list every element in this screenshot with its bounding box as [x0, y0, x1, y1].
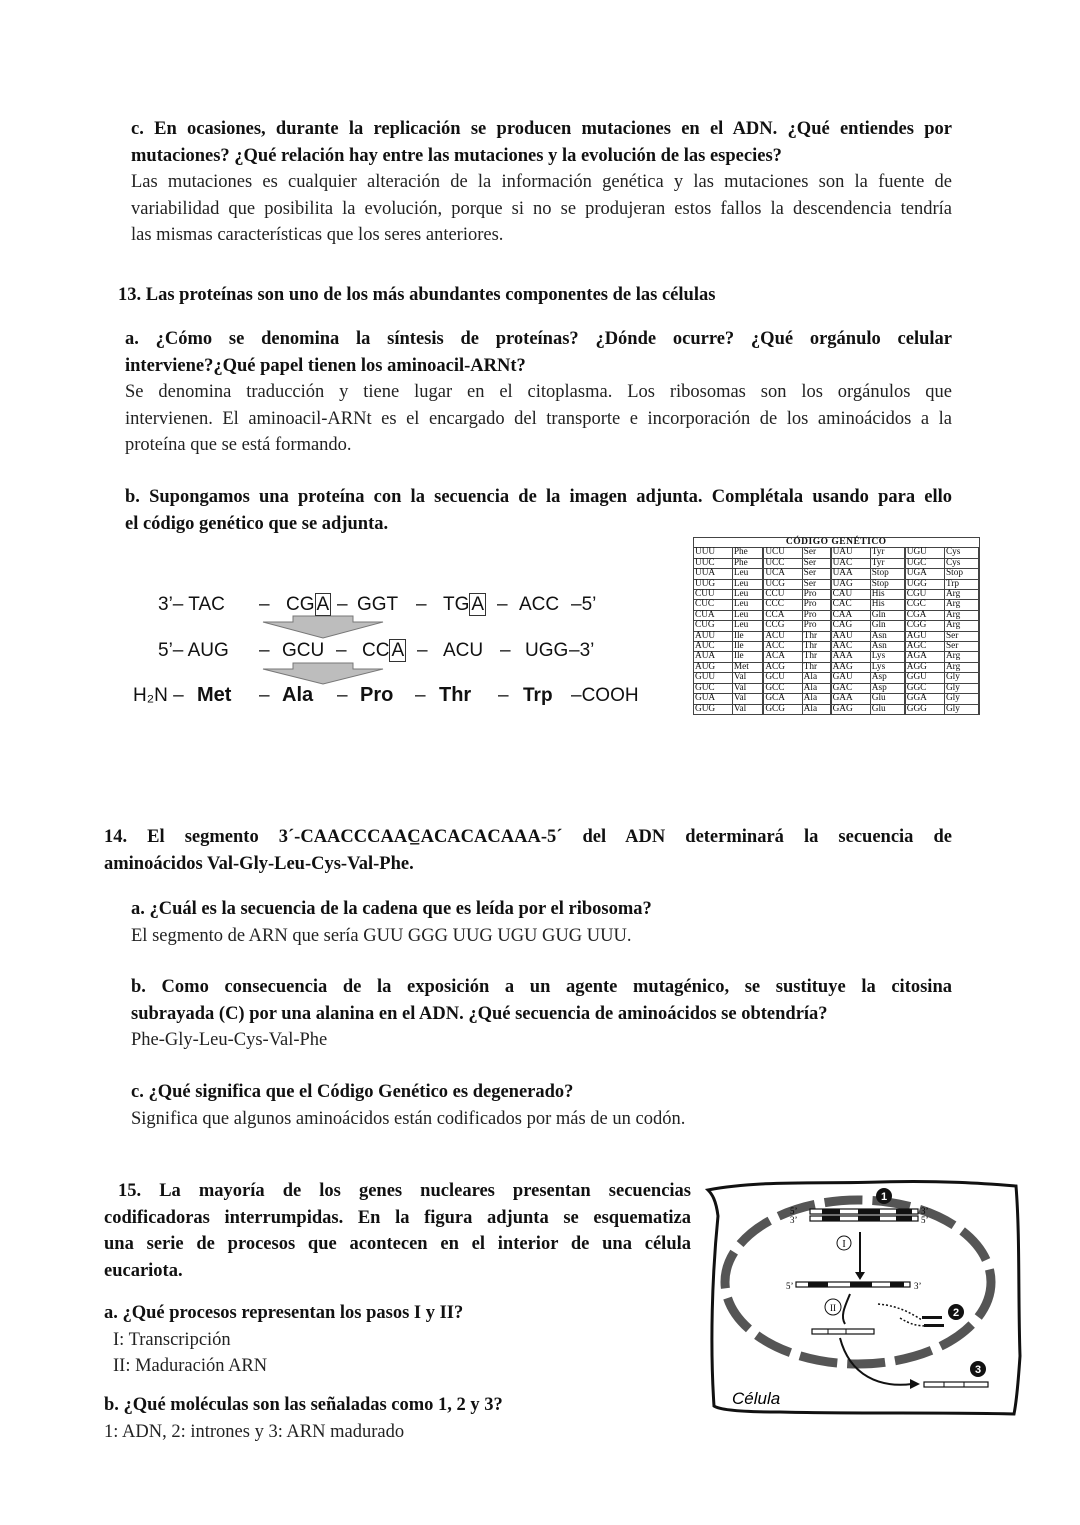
label-5-premrna: 5’ [786, 1281, 794, 1291]
genetic-code-row [694, 548, 980, 558]
amino-acid-cell: Ile [732, 652, 763, 662]
dna-codon-4-boxed: A [471, 594, 485, 615]
codon-cell: CGG [905, 621, 945, 631]
q14a-block [131, 896, 652, 949]
q15b-question: b. ¿Qué moléculas son las señaladas como 1, 2 y 3? [104, 1395, 503, 1415]
marker-2-label: 2 [952, 1307, 960, 1319]
q12c-block [131, 116, 952, 249]
amino-acid-cell: His [870, 600, 905, 610]
q13b-block [125, 484, 952, 537]
codon-cell: UGC [905, 558, 945, 568]
dash: – [497, 594, 508, 615]
q12c-answer-line2: variabilidad que posibilita la evolución, porque si no se produjeran estos fallos la descendencia tendría [131, 198, 952, 219]
amino-acid-cell: Leu [732, 600, 763, 610]
amino-acid-cell: Val [732, 673, 763, 683]
codon-cell: UCA [763, 569, 802, 579]
q15a-answer-line1: I: Transcripción [113, 1329, 231, 1350]
q13b-question-line2: el código genético que se adjunta. [125, 513, 389, 534]
label-5-right: 5’ [921, 1215, 929, 1225]
q14-title-line2: aminoácidos Val-Gly-Leu-Cys-Val-Phe. [104, 853, 414, 874]
q12c-question-line2: mutaciones? ¿Qué relación hay entre las mutaciones y la evolución de las especies? [131, 145, 782, 166]
q12c-answer-line1: Las mutaciones es cualquier alteración de la información genética y las mutaciones son la fuente de [131, 172, 952, 192]
codon-cell: GGG [905, 704, 945, 714]
codon-cell: CGC [905, 600, 945, 610]
rna-codon-3-text: CC [362, 640, 390, 661]
codon-cell: GUG [694, 704, 733, 714]
genetic-code-row [694, 569, 980, 579]
codon-cell: AUC [694, 642, 733, 652]
cell-diagram-svg [700, 1176, 1030, 1426]
q13a-question-line1: a. ¿Cómo se denomina la síntesis de proteínas? ¿Dónde ocurre? ¿Qué orgánulo celular [125, 329, 952, 349]
codon-cell: CUG [694, 621, 733, 631]
amino-acid-cell: Arg [944, 652, 979, 662]
aa-2: Ala [282, 684, 314, 706]
dna-start: 3’– TAC [158, 594, 225, 615]
amino-acid-cell: Val [732, 683, 763, 693]
amino-acid-cell: Gly [944, 683, 979, 693]
codon-cell: AAU [831, 631, 871, 641]
q14b-question-line1: b. Como consecuencia de la exposición a un agente mutagénico, se sustituye la citosina [131, 977, 952, 997]
codon-cell: CCG [763, 621, 802, 631]
genetic-code-row [694, 558, 980, 568]
q13a-answer-line1: Se denomina traducción y tiene lugar en el citoplasma. Los ribosomas son los orgánulos que [125, 382, 952, 402]
dna-codon-4-text: TG [443, 594, 470, 615]
amino-acid-cell: Thr [802, 662, 830, 672]
protein-end: –COOH [571, 685, 639, 706]
intron-arrow [878, 1304, 922, 1320]
q14b-answer: Phe-Gly-Leu-Cys-Val-Phe [131, 1030, 328, 1050]
amino-acid-cell: Pro [802, 600, 830, 610]
amino-acid-cell: Leu [732, 590, 763, 600]
q15-title-line3: una serie de procesos que acontecen en el interior de una célula [104, 1234, 691, 1254]
rna-codon-3 [362, 640, 406, 662]
codon-cell: CAC [831, 600, 871, 610]
q13-title: 13. Las proteínas son uno de los más abundantes componentes de las células [118, 285, 716, 305]
protein-start: H₂N – [133, 685, 184, 706]
q15-title [104, 1178, 691, 1284]
aa-1: Met [197, 684, 232, 706]
amino-acid-cell: Asp [870, 683, 905, 693]
q15a-block [104, 1300, 463, 1380]
rna-start: 5’– AUG [158, 640, 229, 661]
q15-title-line1: 15. La mayoría de los genes nucleares presentan secuencias [118, 1181, 691, 1201]
amino-acid-cell: Thr [802, 652, 830, 662]
arrow-dna-to-rna [263, 616, 383, 638]
amino-acid-cell: Ser [802, 548, 830, 558]
amino-acid-cell: Glu [870, 704, 905, 714]
label-3-premrna: 3’ [914, 1281, 922, 1291]
codon-cell: ACU [763, 631, 802, 641]
amino-acid-cell: Arg [944, 590, 979, 600]
label-3-right: 3’ [921, 1206, 929, 1216]
amino-acid-cell: Leu [732, 621, 763, 631]
rna-codon-4: ACU [443, 640, 484, 661]
codon-cell: AGU [905, 631, 945, 641]
codon-cell: AUG [694, 662, 733, 672]
codon-cell: UCG [763, 579, 802, 589]
codon-cell: CAU [831, 590, 871, 600]
arrow-splicing [843, 1294, 850, 1324]
q15-title-line4: eucariota. [104, 1260, 183, 1281]
dash: – [337, 685, 348, 706]
codon-cell: GCG [763, 704, 802, 714]
dna-codon-2 [286, 594, 331, 616]
codon-cell: ACC [763, 642, 802, 652]
codon-cell: CAA [831, 610, 871, 620]
q13a-block [125, 326, 952, 459]
rna-codon-3-boxed: A [391, 640, 405, 661]
amino-acid-cell: His [870, 590, 905, 600]
dash: – [500, 640, 511, 661]
marker-1-label: 1 [880, 1191, 888, 1203]
q13b-question-line1: b. Supongamos una proteína con la secuencia de la imagen adjunta. Complétala usando para ello [125, 487, 952, 507]
amino-acid-cell: Val [732, 694, 763, 704]
q14-title [104, 824, 952, 877]
amino-acid-cell: Val [732, 704, 763, 714]
codon-cell: GUC [694, 683, 733, 693]
codon-cell: ACG [763, 662, 802, 672]
codon-cell: CUC [694, 600, 733, 610]
genetic-code-row [694, 683, 980, 693]
q14c-question: c. ¿Qué significa que el Código Genético es degenerado? [131, 1082, 574, 1102]
cell-label: Célula [732, 1389, 781, 1408]
codon-cell: GCC [763, 683, 802, 693]
codon-cell: CUA [694, 610, 733, 620]
label-3-top: 3’ [790, 1215, 798, 1225]
genetic-code-row [694, 673, 980, 683]
genetic-code-row [694, 579, 980, 589]
genetic-code-row [694, 694, 980, 704]
dash: – [259, 594, 270, 615]
genetic-code-table [693, 537, 980, 774]
amino-acid-cell: Cys [944, 548, 979, 558]
amino-acid-cell: Ser [802, 569, 830, 579]
amino-acid-cell: Gln [870, 621, 905, 631]
dna-codon-5: ACC [519, 594, 560, 615]
amino-acid-cell: Thr [802, 631, 830, 641]
amino-acid-cell: Pro [802, 621, 830, 631]
amino-acid-cell: Gly [944, 694, 979, 704]
codon-cell: AUA [694, 652, 733, 662]
amino-acid-cell: Arg [944, 662, 979, 672]
q14b-block [131, 974, 952, 1054]
codon-cell: UGU [905, 548, 945, 558]
codon-cell: GGU [905, 673, 945, 683]
codon-cell: AAG [831, 662, 871, 672]
amino-acid-cell: Leu [732, 610, 763, 620]
amino-acid-cell: Asp [870, 673, 905, 683]
q15b-answer: 1: ADN, 2: intrones y 3: ARN madurado [104, 1421, 405, 1442]
q14c-answer: Significa que algunos aminoácidos están codificados por más de un codón. [131, 1108, 686, 1129]
sequence-figure [125, 582, 665, 722]
q14-title-line1: 14. El segmento 3´-CAACCCAAC̲ACACACAAA-5´ del ADN determinará la secuencia de [104, 827, 952, 847]
codon-cell: UGA [905, 569, 945, 579]
codon-cell: CCA [763, 610, 802, 620]
q14b-question-line2: subrayada (C) por una alanina en el ADN. ¿Qué secuencia de aminoácidos se obtendría? [131, 1003, 828, 1024]
codon-cell: CGA [905, 610, 945, 620]
amino-acid-cell: Ala [802, 683, 830, 693]
genetic-code-title: CÓDIGO GENÉTICO [694, 538, 980, 548]
amino-acid-cell: Gly [944, 673, 979, 683]
codon-cell: CCC [763, 600, 802, 610]
dash: – [417, 640, 428, 661]
codon-cell: CCU [763, 590, 802, 600]
codon-cell: GAG [831, 704, 871, 714]
amino-acid-cell: Pro [802, 610, 830, 620]
q13a-question-line2: interviene?¿Qué papel tienen los aminoacil-ARNt? [125, 355, 526, 376]
genetic-code-row [694, 590, 980, 600]
codon-cell: GCA [763, 694, 802, 704]
codon-cell: UUC [694, 558, 733, 568]
amino-acid-cell: Stop [870, 579, 905, 589]
dash: – [337, 594, 348, 615]
codon-cell: UAA [831, 569, 871, 579]
label-5-top: 5’ [790, 1206, 798, 1216]
dash: – [498, 685, 509, 706]
amino-acid-cell: Lys [870, 652, 905, 662]
amino-acid-cell: Ser [802, 579, 830, 589]
amino-acid-cell: Gln [870, 610, 905, 620]
amino-acid-cell: Ile [732, 631, 763, 641]
q12c-answer-line3: las mismas características que los seres anteriores. [131, 225, 504, 245]
q14c-block [131, 1079, 685, 1132]
amino-acid-cell: Thr [802, 642, 830, 652]
amino-acid-cell: Ile [732, 642, 763, 652]
codon-cell: AGC [905, 642, 945, 652]
codon-cell: GUA [694, 694, 733, 704]
amino-acid-cell: Gly [944, 704, 979, 714]
amino-acid-cell: Asn [870, 631, 905, 641]
dna-codon-4 [443, 594, 486, 616]
amino-acid-cell: Leu [732, 579, 763, 589]
genetic-code-row [694, 631, 980, 641]
genetic-code-row [694, 662, 980, 672]
q15a-answer-line2: II: Maduración ARN [113, 1356, 268, 1376]
amino-acid-cell: Tyr [870, 548, 905, 558]
codon-cell: AAC [831, 642, 871, 652]
q12c-question-line1: c. En ocasiones, durante la replicación se producen mutaciones en el ADN. ¿Qué entiendes por [131, 119, 952, 139]
codon-cell: GAC [831, 683, 871, 693]
dash: – [415, 685, 426, 706]
amino-acid-cell: Pro [802, 590, 830, 600]
step-I-label: I [842, 1239, 846, 1250]
q15a-question: a. ¿Qué procesos representan los pasos I y II? [104, 1303, 464, 1323]
codon-cell: UUU [694, 548, 733, 558]
mature-mrna-cytoplasm [924, 1382, 988, 1387]
amino-acid-cell: Glu [870, 694, 905, 704]
codon-cell: UAG [831, 579, 871, 589]
dash: – [259, 640, 270, 661]
q13a-answer-line2: intervienen. El aminoacil-ARNt es el encargado del transporte e incorporación de los aminoácidos a la [125, 408, 952, 429]
cell-diagram [700, 1176, 1030, 1426]
genetic-code-row [694, 610, 980, 620]
codon-cell: UUA [694, 569, 733, 579]
genetic-code-row [694, 600, 980, 610]
codon-cell: CGU [905, 590, 945, 600]
arrow-transcription-head [855, 1272, 865, 1280]
dash: – [259, 685, 270, 706]
dash: – [336, 640, 347, 661]
dna-codon-2-text: CG [286, 594, 315, 615]
dna-codon-3: GGT [357, 594, 399, 615]
aa-5: Trp [523, 685, 553, 706]
amino-acid-cell: Asn [870, 642, 905, 652]
arrow-rna-to-protein [263, 663, 383, 684]
q13a-answer-line3: proteína que se está formando. [125, 435, 352, 455]
codon-cell: UAU [831, 548, 871, 558]
amino-acid-cell: Arg [944, 600, 979, 610]
codon-cell: CAG [831, 621, 871, 631]
dna-codon-2-boxed: A [316, 594, 330, 615]
amino-acid-cell: Phe [732, 558, 763, 568]
dna-end: –5’ [571, 594, 597, 615]
q14a-answer: El segmento de ARN que sería GUU GGG UUG UGU GUG UUU. [131, 925, 632, 946]
codon-cell: GUU [694, 673, 733, 683]
genetic-code-row [694, 621, 980, 631]
amino-acid-cell: Ser [944, 642, 979, 652]
codon-cell: UUG [694, 579, 733, 589]
codon-cell: UGG [905, 579, 945, 589]
amino-acid-cell: Stop [944, 569, 979, 579]
amino-acid-cell: Trp [944, 579, 979, 589]
codon-cell: AAA [831, 652, 871, 662]
codon-cell: UAC [831, 558, 871, 568]
q15b-block [104, 1392, 503, 1445]
q14a-question: a. ¿Cuál es la secuencia de la cadena que es leída por el ribosoma? [131, 899, 652, 919]
codon-cell: AUU [694, 631, 733, 641]
amino-acid-cell: Tyr [870, 558, 905, 568]
genetic-code-row [694, 652, 980, 662]
codon-cell: CUU [694, 590, 733, 600]
dna-molecule [810, 1209, 918, 1221]
aa-4: Thr [439, 684, 472, 706]
rna-codon-5: UGG [525, 640, 569, 661]
dash: – [416, 594, 427, 615]
amino-acid-cell: Ser [802, 558, 830, 568]
codon-cell: ACA [763, 652, 802, 662]
amino-acid-cell: Ala [802, 704, 830, 714]
amino-acid-cell: Stop [870, 569, 905, 579]
step-II-label: II [830, 1303, 836, 1313]
genetic-code-row [694, 642, 980, 652]
q15-title-line2: codificadoras interrumpidas. En la figura adjunta se esquematiza [104, 1207, 691, 1228]
codon-cell: AGG [905, 662, 945, 672]
aa-3: Pro [360, 684, 394, 706]
amino-acid-cell: Cys [944, 558, 979, 568]
codon-cell: GAA [831, 694, 871, 704]
amino-acid-cell: Ala [802, 694, 830, 704]
codon-cell: UCU [763, 548, 802, 558]
rna-codon-2: GCU [282, 640, 325, 661]
amino-acid-cell: Lys [870, 662, 905, 672]
codon-cell: AGA [905, 652, 945, 662]
amino-acid-cell: Arg [944, 610, 979, 620]
marker-3-label: 3 [974, 1364, 982, 1376]
rna-end: –3’ [569, 640, 595, 661]
amino-acid-cell: Phe [732, 548, 763, 558]
codon-cell: GGA [905, 694, 945, 704]
amino-acid-cell: Ser [944, 631, 979, 641]
codon-cell: GGC [905, 683, 945, 693]
genetic-code-row [694, 704, 980, 714]
amino-acid-cell: Arg [944, 621, 979, 631]
codon-cell: GCU [763, 673, 802, 683]
amino-acid-cell: Ala [802, 673, 830, 683]
amino-acid-cell: Met [732, 662, 763, 672]
codon-cell: UCC [763, 558, 802, 568]
amino-acid-cell: Leu [732, 569, 763, 579]
mature-mrna-nucleus [812, 1329, 874, 1334]
codon-cell: GAU [831, 673, 871, 683]
